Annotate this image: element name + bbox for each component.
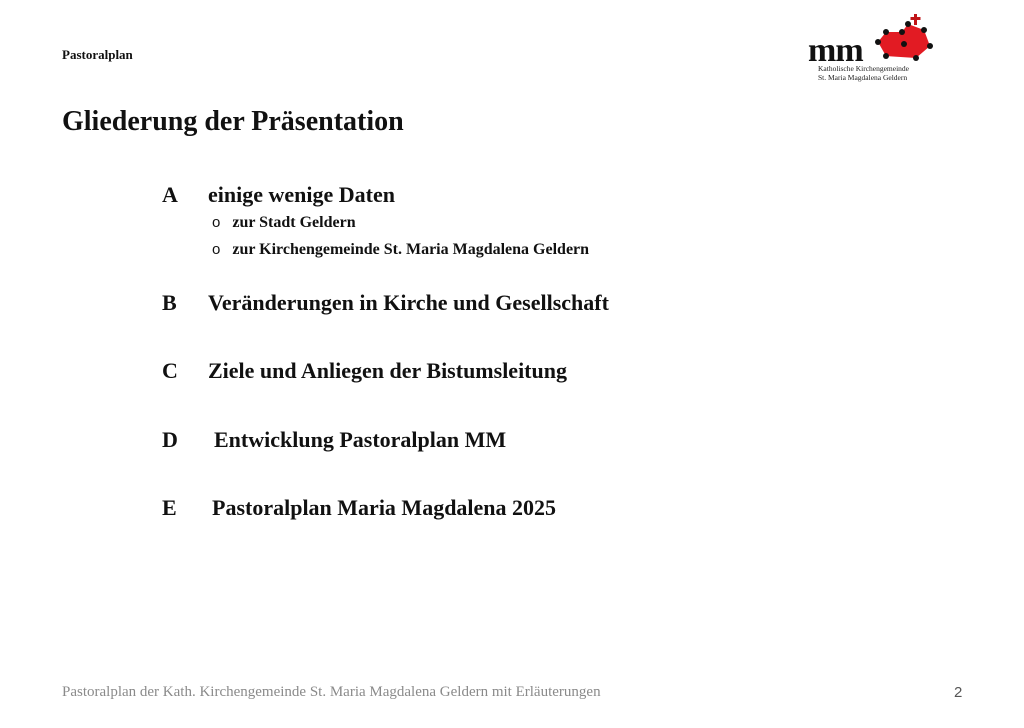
parish-logo (806, 12, 936, 84)
outline-text: Entwicklung Pastoralplan MM (214, 427, 507, 452)
outline-letter: E (162, 495, 177, 520)
outline-text: einige wenige Daten (208, 182, 395, 207)
circle-bullet-icon: o (212, 214, 221, 231)
outline-item-e (162, 495, 556, 521)
church-outline-icon (872, 12, 934, 64)
outline-subitem (212, 214, 356, 232)
outline-subitem (212, 241, 589, 259)
outline-item-b (162, 290, 609, 316)
outline-text: Pastoralplan Maria Magdalena 2025 (212, 495, 557, 520)
outline-text: Ziele und Anliegen der Bistumsleitung (208, 358, 567, 383)
page-number: 2 (954, 684, 963, 701)
outline-item-c (162, 358, 567, 384)
logo-subtitle-line1: Katholische Kirchengemeinde (818, 64, 910, 73)
logo-subtitle (818, 64, 909, 82)
outline-letter: A (162, 182, 178, 207)
footer-text: Pastoralplan der Kath. Kirchengemeinde St. Maria Magdalena Geldern mit Erläuterungen (62, 684, 601, 700)
outline-letter: D (162, 427, 178, 452)
outline-text: Veränderungen in Kirche und Gesellschaft (208, 290, 609, 315)
circle-bullet-icon: o (212, 241, 221, 258)
logo-letters: mm (808, 32, 863, 69)
logo-subtitle-line2: St. Maria Magdalena Geldern (818, 73, 908, 82)
subitem-text: zur Stadt Geldern (232, 214, 356, 231)
outline-letter: B (162, 290, 177, 315)
outline-item-d (162, 427, 506, 453)
subitem-text: zur Kirchengemeinde St. Maria Magdalena Geldern (232, 241, 590, 258)
outline-letter: C (162, 358, 178, 383)
outline-item-a (162, 182, 395, 208)
header-label: Pastoralplan (62, 47, 133, 62)
page-title: Gliederung der Präsentation (62, 106, 404, 137)
